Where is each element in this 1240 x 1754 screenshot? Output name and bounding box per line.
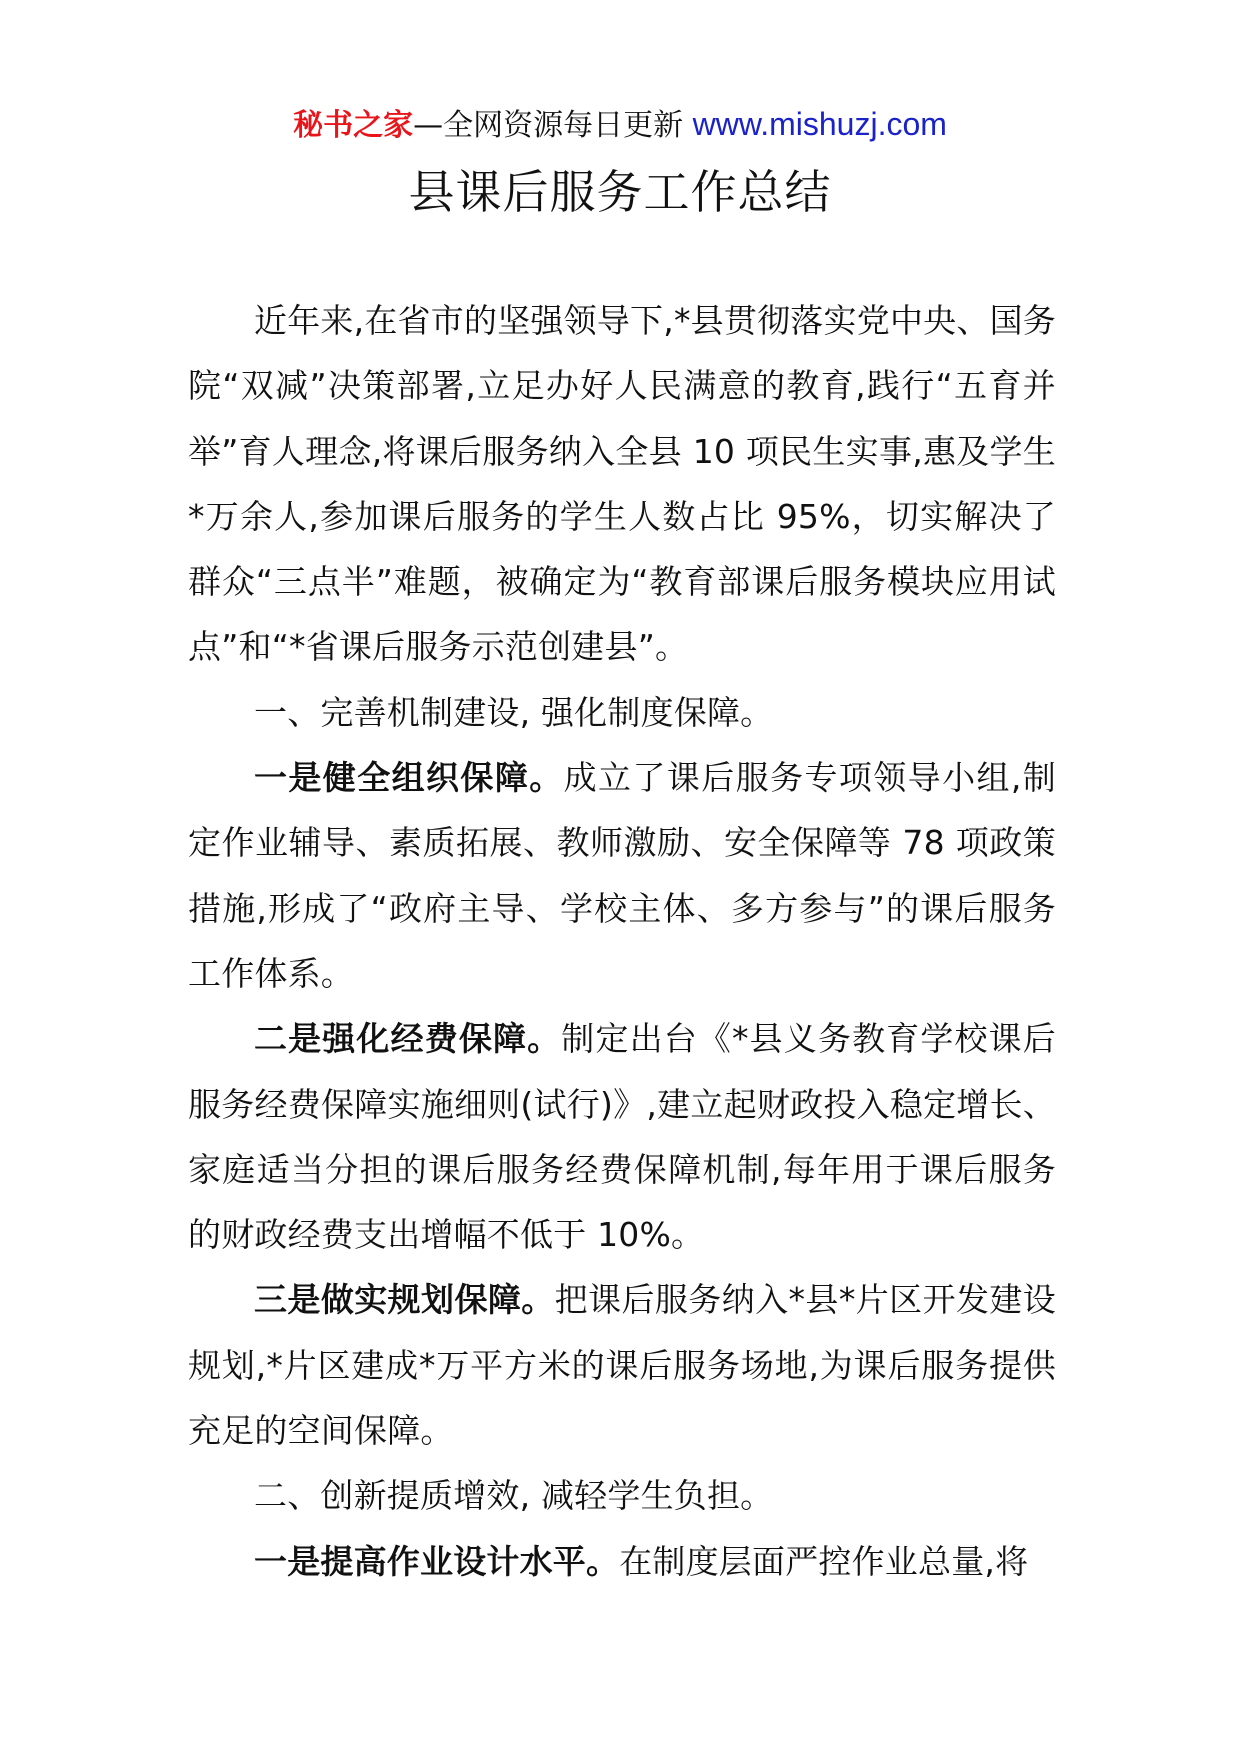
paragraph-text: 在制度层面严控作业总量,将 [619, 1541, 1029, 1581]
document-body [188, 288, 1056, 1594]
paragraph-text: 一、完善机制建设, 强化制度保障。 [254, 692, 774, 732]
site-brand: 秘书之家 [293, 108, 414, 143]
site-tagline: —全网资源每日更新 [413, 108, 693, 143]
paragraph [188, 745, 1056, 1006]
paragraph-text: 近年来,在省市的坚强领导下,*县贯彻落实党中央、国务院“双减”决策部署,立足办好人民满意的教育,践行“五育并举”育人理念,将课后服务纳入全县 10 项民生实事,惠及学生*万余人,参加课后服务的学生人数占比 95%，切实解决了群众“三点半”难题，被确定为“教育部课后服务模块应用试点”和“*省课后服务示范创建县”。 [188, 301, 1056, 667]
site-header [0, 104, 1240, 146]
paragraph [188, 1267, 1056, 1463]
section-heading [188, 1463, 1056, 1528]
paragraph-intro [188, 288, 1056, 680]
paragraph-text: 制定出台《*县义务教育学校课后服务经费保障实施细则(试行)》,建立起财政投入稳定增长、家庭适当分担的课后服务经费保障机制,每年用于课后服务的财政经费支出增幅不低于 10%。 [188, 1019, 1056, 1255]
site-url-link[interactable]: www.mishuzj.com [692, 106, 947, 142]
paragraph [188, 1006, 1056, 1267]
paragraph-lead: 一是健全组织保障。 [254, 758, 564, 798]
paragraph-lead: 二是强化经费保障。 [254, 1019, 562, 1059]
document-title: 县课后服务工作总结 [408, 165, 832, 219]
paragraph-text: 成立了课后服务专项领导小组,制定作业辅导、素质拓展、教师激励、安全保障等 78 项政策措施,形成了“政府主导、学校主体、多方参与”的课后服务工作体系。 [188, 758, 1056, 993]
paragraph-text: 把课后服务纳入*县*片区开发建设规划,*片区建成*万平方米的课后服务场地,为课后服务提供充足的空间保障。 [188, 1280, 1056, 1451]
paragraph-lead: 一是提高作业设计水平。 [254, 1541, 620, 1581]
section-heading [188, 680, 1056, 745]
paragraph-text: 二、创新提质增效, 减轻学生负担。 [254, 1476, 774, 1516]
paragraph [188, 1529, 1056, 1594]
paragraph-lead: 三是做实规划保障。 [254, 1280, 555, 1320]
